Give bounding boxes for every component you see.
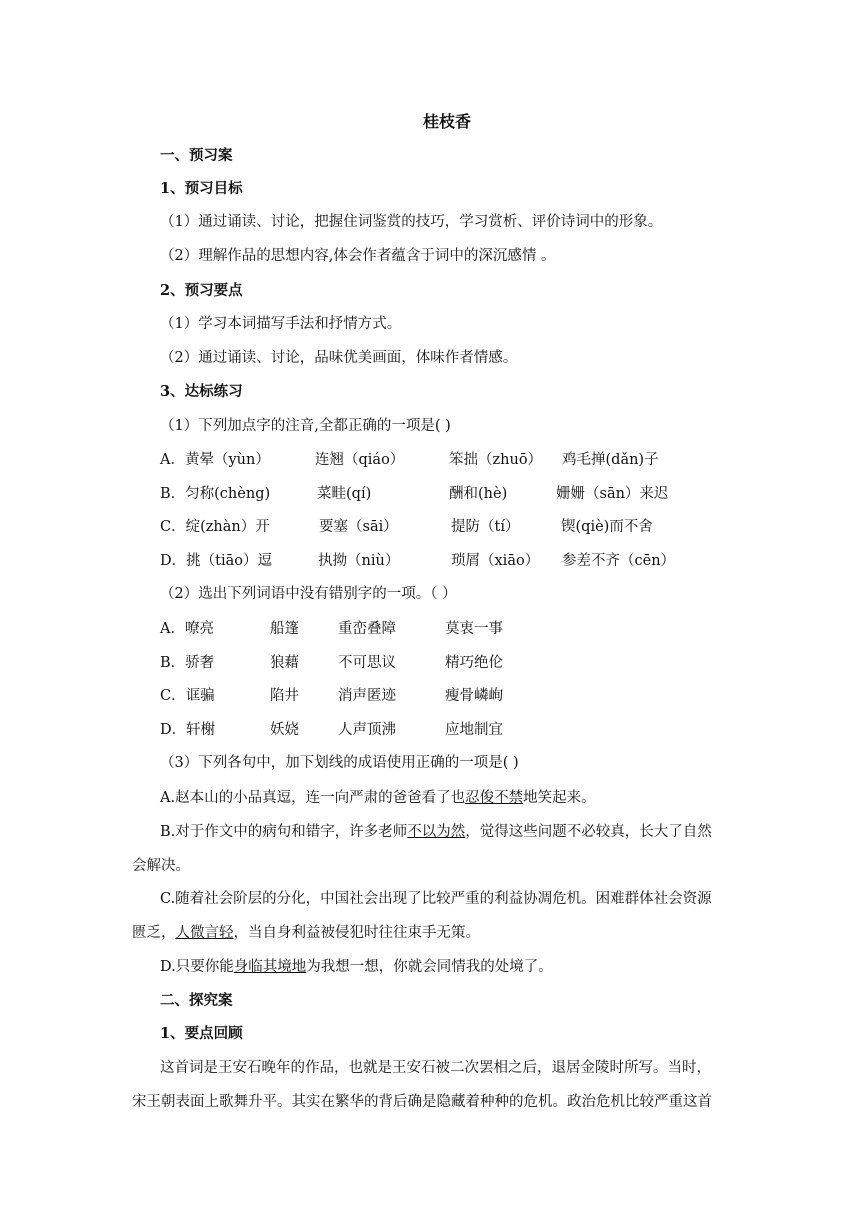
q2-option-a-col1: A．嘹亮 <box>160 621 214 637</box>
q2-option-a-col4: 莫衷一事 <box>445 621 503 637</box>
q2-option-b-col2: 狼藉 <box>270 655 299 671</box>
q3-a-text-2: 地笑起来。 <box>523 790 596 806</box>
goal-item-1: （1）通过诵读、讨论，把握住词鉴赏的技巧，学习赏析、评价诗词中的形象。 <box>160 214 663 230</box>
q1-option-d-col2: 执拗（niù） <box>318 553 400 569</box>
q3-option-b-line1 <box>160 822 712 842</box>
q1-option-c-col2: 要塞（sāi） <box>319 519 398 535</box>
q3-c-text-2: ，当自身利益被侵犯时往往束手无策。 <box>233 925 480 941</box>
q2-option-c-col3: 消声匿迹 <box>338 688 396 704</box>
q2-option-a-col3: 重峦叠障 <box>338 621 396 637</box>
q2-option-b-col4: 精巧绝伦 <box>445 655 503 671</box>
question-2: （2）选出下列词语中没有错别字的一项。（ ） <box>160 586 457 602</box>
q3-b-idiom: 不以为然 <box>407 824 466 840</box>
q3-option-a <box>160 788 596 808</box>
q3-b-text-1: B.对于作文中的病句和错字，许多老师 <box>160 824 408 840</box>
q3-option-b-line2: 会解决。 <box>132 858 190 874</box>
q1-option-d-col3: 琐屑（xiāo） <box>451 553 540 569</box>
q2-option-d-col1: D．轩榭 <box>160 722 216 738</box>
paragraph-line-1: 这首词是王安石晚年的作品，也就是王安石被二次罢相之后，退居金陵时所写。当时， <box>160 1060 711 1076</box>
question-3: （3）下列各句中，加下划线的成语使用正确的一项是( ) <box>160 755 519 771</box>
subheading-review: 1、要点回顾 <box>160 1025 243 1042</box>
q3-d-text-1: D.只要你能 <box>160 959 234 975</box>
q3-d-text-2: 为我想一想，你就会同情我的处境了。 <box>306 959 553 975</box>
q3-d-idiom: 身临其境地 <box>233 959 307 975</box>
q3-option-d <box>160 957 553 977</box>
q1-option-c-col4: 锲(qiè)而不舍 <box>561 519 653 535</box>
q1-option-d-col4: 参差不齐（cēn） <box>562 553 676 569</box>
keypoint-item-2: （2）通过诵读、讨论，品味优美画面，体味作者情感。 <box>160 350 518 366</box>
q1-option-b-col4: 姗姗（sān）来迟 <box>556 486 669 502</box>
q2-option-d-col2: 妖娆 <box>270 722 299 738</box>
paragraph-line-2: 宋王朝表面上歌舞升平。其实在繁华的背后确是隐藏着种种的危机。政治危机比较严重这首 <box>132 1094 712 1110</box>
section-heading-explore: 二、探究案 <box>160 992 233 1009</box>
q1-option-a-col3: 笨拙（zhuō） <box>449 452 543 468</box>
q3-c-text-1: 匮乏， <box>132 925 176 941</box>
keypoint-item-1: （1）学习本词描写手法和抒情方式。 <box>160 316 402 332</box>
goal-item-2: （2）理解作品的思想内容,体会作者蕴含于词中的深沉感情 。 <box>160 248 556 264</box>
q3-a-idiom: 忍俊不禁 <box>465 790 524 806</box>
q1-option-c-col3: 提防（tí） <box>451 519 520 535</box>
subheading-exercises: 3、达标练习 <box>160 383 243 400</box>
subheading-keypoints: 2、预习要点 <box>160 282 243 299</box>
q3-b-text-2: ，觉得这些问题不必较真，长大了自然 <box>465 824 712 840</box>
question-1: （1）下列加点字的注音,全都正确的一项是( ) <box>160 418 451 434</box>
q1-option-a-col4: 鸡毛掸(dǎn)子 <box>562 452 659 468</box>
section-heading-preview: 一、预习案 <box>160 147 233 164</box>
q2-option-b-col1: B．骄奢 <box>160 655 215 671</box>
q2-option-c-col1: C．诓骗 <box>160 688 215 704</box>
q3-a-text-1: A.赵本山的小品真逗，连一向严肃的爸爸看了也 <box>160 790 466 806</box>
q1-option-c-col1: C．绽(zhàn）开 <box>160 519 270 535</box>
subheading-goals: 1、预习目标 <box>160 180 243 197</box>
q1-option-b-col3: 酬和(hè) <box>449 486 508 502</box>
q1-option-d-col1: D．挑（tiāo）逗 <box>160 553 272 569</box>
q3-option-c-line1: C.随着社会阶层的分化，中国社会出现了比较严重的利益协凋危机。困难群体社会资源 <box>160 891 712 907</box>
q2-option-d-col3: 人声顶沸 <box>338 722 396 738</box>
q2-option-a-col2: 船篷 <box>270 621 299 637</box>
q2-option-c-col2: 陷井 <box>270 688 299 704</box>
q1-option-b-col1: B．匀称(chèng) <box>160 486 271 502</box>
q1-option-a-col2: 连翘（qiáo） <box>315 452 405 468</box>
q2-option-d-col4: 应地制宜 <box>445 722 503 738</box>
q1-option-b-col2: 菜畦(qí) <box>317 486 372 502</box>
q3-option-c-line2 <box>132 923 480 943</box>
q1-option-a-col1: A．黄晕（yùn） <box>160 452 270 468</box>
q2-option-b-col3: 不可思议 <box>338 655 396 671</box>
document-title: 桂枝香 <box>423 112 472 131</box>
q3-c-idiom: 人微言轻 <box>175 925 234 941</box>
q2-option-c-col4: 瘦骨嶙峋 <box>445 688 503 704</box>
